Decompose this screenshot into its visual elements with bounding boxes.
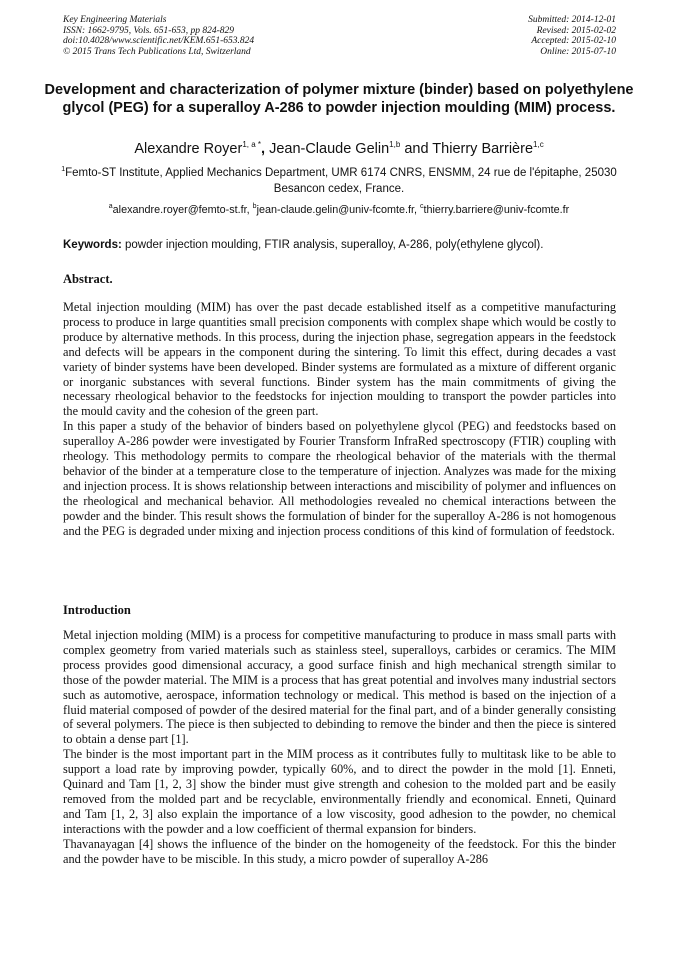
date-submitted: Submitted: 2014-12-01 [528, 15, 616, 25]
email-mark: c [419, 203, 424, 210]
date-revised: Revised: 2015-02-02 [536, 25, 616, 36]
email-separator: , [413, 204, 420, 216]
journal-issn: ISSN: 1662-9795, Vols. 651-653, pp 824-829 [63, 25, 234, 36]
author-name: Thierry Barrière [432, 141, 534, 157]
keywords-label: Keywords: [63, 239, 122, 251]
author-separator: , [261, 141, 270, 157]
author-name: Alexandre Royer [134, 141, 243, 157]
affiliation-mark: 1 [61, 166, 66, 173]
date-accepted: Accepted: 2015-02-10 [531, 36, 616, 47]
email-mark: b [252, 203, 257, 210]
abstract-paragraph: Metal injection moulding (MIM) has over the past decade established itself as a competitive manufacturing process to produce in large quantities small precision components with complex shape which would be costly to produce by alternative methods. In this process, during the injection phase, segregation appears in the feedstock and defects will be appears in the component during the sintering. To limit this effect, during decades a vast variety of binder systems have been developed. Binder systems are formulated as a mixture of different organic or inorganic substances with several functions. Binder system has the main commitments of giving the necessary rheological behavior to the feedstocks for injection moulding to transport the powder particles into the mould cavity and the cohesion of the green part. [63, 300, 616, 419]
author-affiliation-mark: 1,b [389, 140, 401, 149]
affiliation [60, 165, 618, 197]
keywords-text: powder injection moulding, FTIR analysis, superalloy, A-286, poly(ethylene glycol). [121, 239, 544, 251]
date-online: Online: 2015-07-10 [540, 46, 616, 57]
email-link[interactable]: jean-claude.gelin@univ-fcomte.fr [256, 204, 414, 216]
abstract-heading: Abstract. [63, 272, 113, 286]
journal-info [63, 15, 254, 57]
introduction-paragraph: Thavanayagan [4] shows the influence of the binder on the homogeneity of the feedstock. For this the binder and the powder have to be miscible. In this study, a micro powder of superalloy A-286 [63, 836, 616, 866]
abstract-body [63, 300, 616, 539]
introduction-body [63, 628, 616, 867]
email-link[interactable]: alexandre.royer@femto-st.fr [112, 204, 247, 216]
introduction-paragraph: Metal injection molding (MIM) is a process for competitive manufacturing to produce in mass small parts with complex geometry from varied materials such as stainless steel, superalloys, carbides or ceramics. The MIM process provides good dimensional accuracy, a good surface finish and high mechanical strength similar to those of the powder material. The MIM is a process that has great potential and involves many industrial sectors such as automotive, aerospace, information technology or medical. This method is based on the injection of a fluid material composed of powder of the desired material for the final part, and of a binder generally consisting of several polymers. The piece is then subjected to debinding to remove the binder and then the piece is sintered to obtain a dense part [1]. [63, 628, 616, 747]
journal-copyright: © 2015 Trans Tech Publications Ltd, Switzerland [63, 46, 251, 57]
email-mark: a [108, 203, 113, 210]
journal-name: Key Engineering Materials [63, 15, 167, 25]
author-emails [40, 203, 638, 217]
abstract-paragraph: In this paper a study of the behavior of binders based on polyethylene glycol (PEG) and feedstocks based on superalloy A-286 powder were investigated by Fourier Transform InfraRed spectroscopy (FTIR) coupling with rheology. This methodology permits to compare the rheological behavior of the materials with the thermal behavior of the binder at a temperature close to the temperature of injection. Analyzes was made for the mixing and injection process. It is shows relationship between interactions and miscibility of polymer and influences on the rheological and mechanical behavior. All methodologies revealed no chemical interactions between the powder and the binder. This result shows the formulation of binder for the superalloy A-286 is not homogenous and the PEG is degraded under mixing and injection process conditions of this kind of formulation of feedstock. [63, 419, 616, 538]
author-name: Jean-Claude Gelin [269, 141, 390, 157]
paper-title: Development and characterization of polymer mixture (binder) based on polyethylene glycol (PEG) for a superalloy A-286 to powder injection moulding (MIM) process. [44, 82, 634, 116]
keywords [63, 238, 623, 253]
email-link[interactable]: thierry.barriere@univ-fcomte.fr [423, 204, 570, 216]
author-affiliation-mark: 1, a * [242, 140, 261, 149]
affiliation-text: Femto-ST Institute, Applied Mechanics Department, UMR 6174 CNRS, ENSMM, 24 rue de l'épitaphe, 25030 Besancon cedex, France. [65, 167, 617, 195]
introduction-paragraph: The binder is the most important part in the MIM process as it contributes fully to multitask like to be able to support a load rate by improving powder, typically 60%, and to direct the powder in the mold [1]. Enneti, Quinard and Tam [1, 2, 3] show the binder must give strength and cohesion to the molded part and be easily removed from the molded part and be recyclable, environmentally friendly and economical. Enneti, Quinard and Tam [1, 2, 3] also explain the importance of a low viscosity, good adhesion to the powder, no chemical interactions with the powder and a low coefficient of thermal expansion for binders. [63, 747, 616, 836]
email-separator: , [246, 204, 253, 216]
author-separator: and [400, 141, 433, 157]
publication-dates [528, 15, 616, 57]
introduction-heading: Introduction [63, 603, 131, 617]
journal-doi: doi:10.4028/www.scientific.net/KEM.651-653.824 [63, 36, 255, 47]
author-affiliation-mark: 1,c [533, 140, 544, 149]
author-list [40, 140, 638, 158]
journal-header [63, 15, 616, 57]
